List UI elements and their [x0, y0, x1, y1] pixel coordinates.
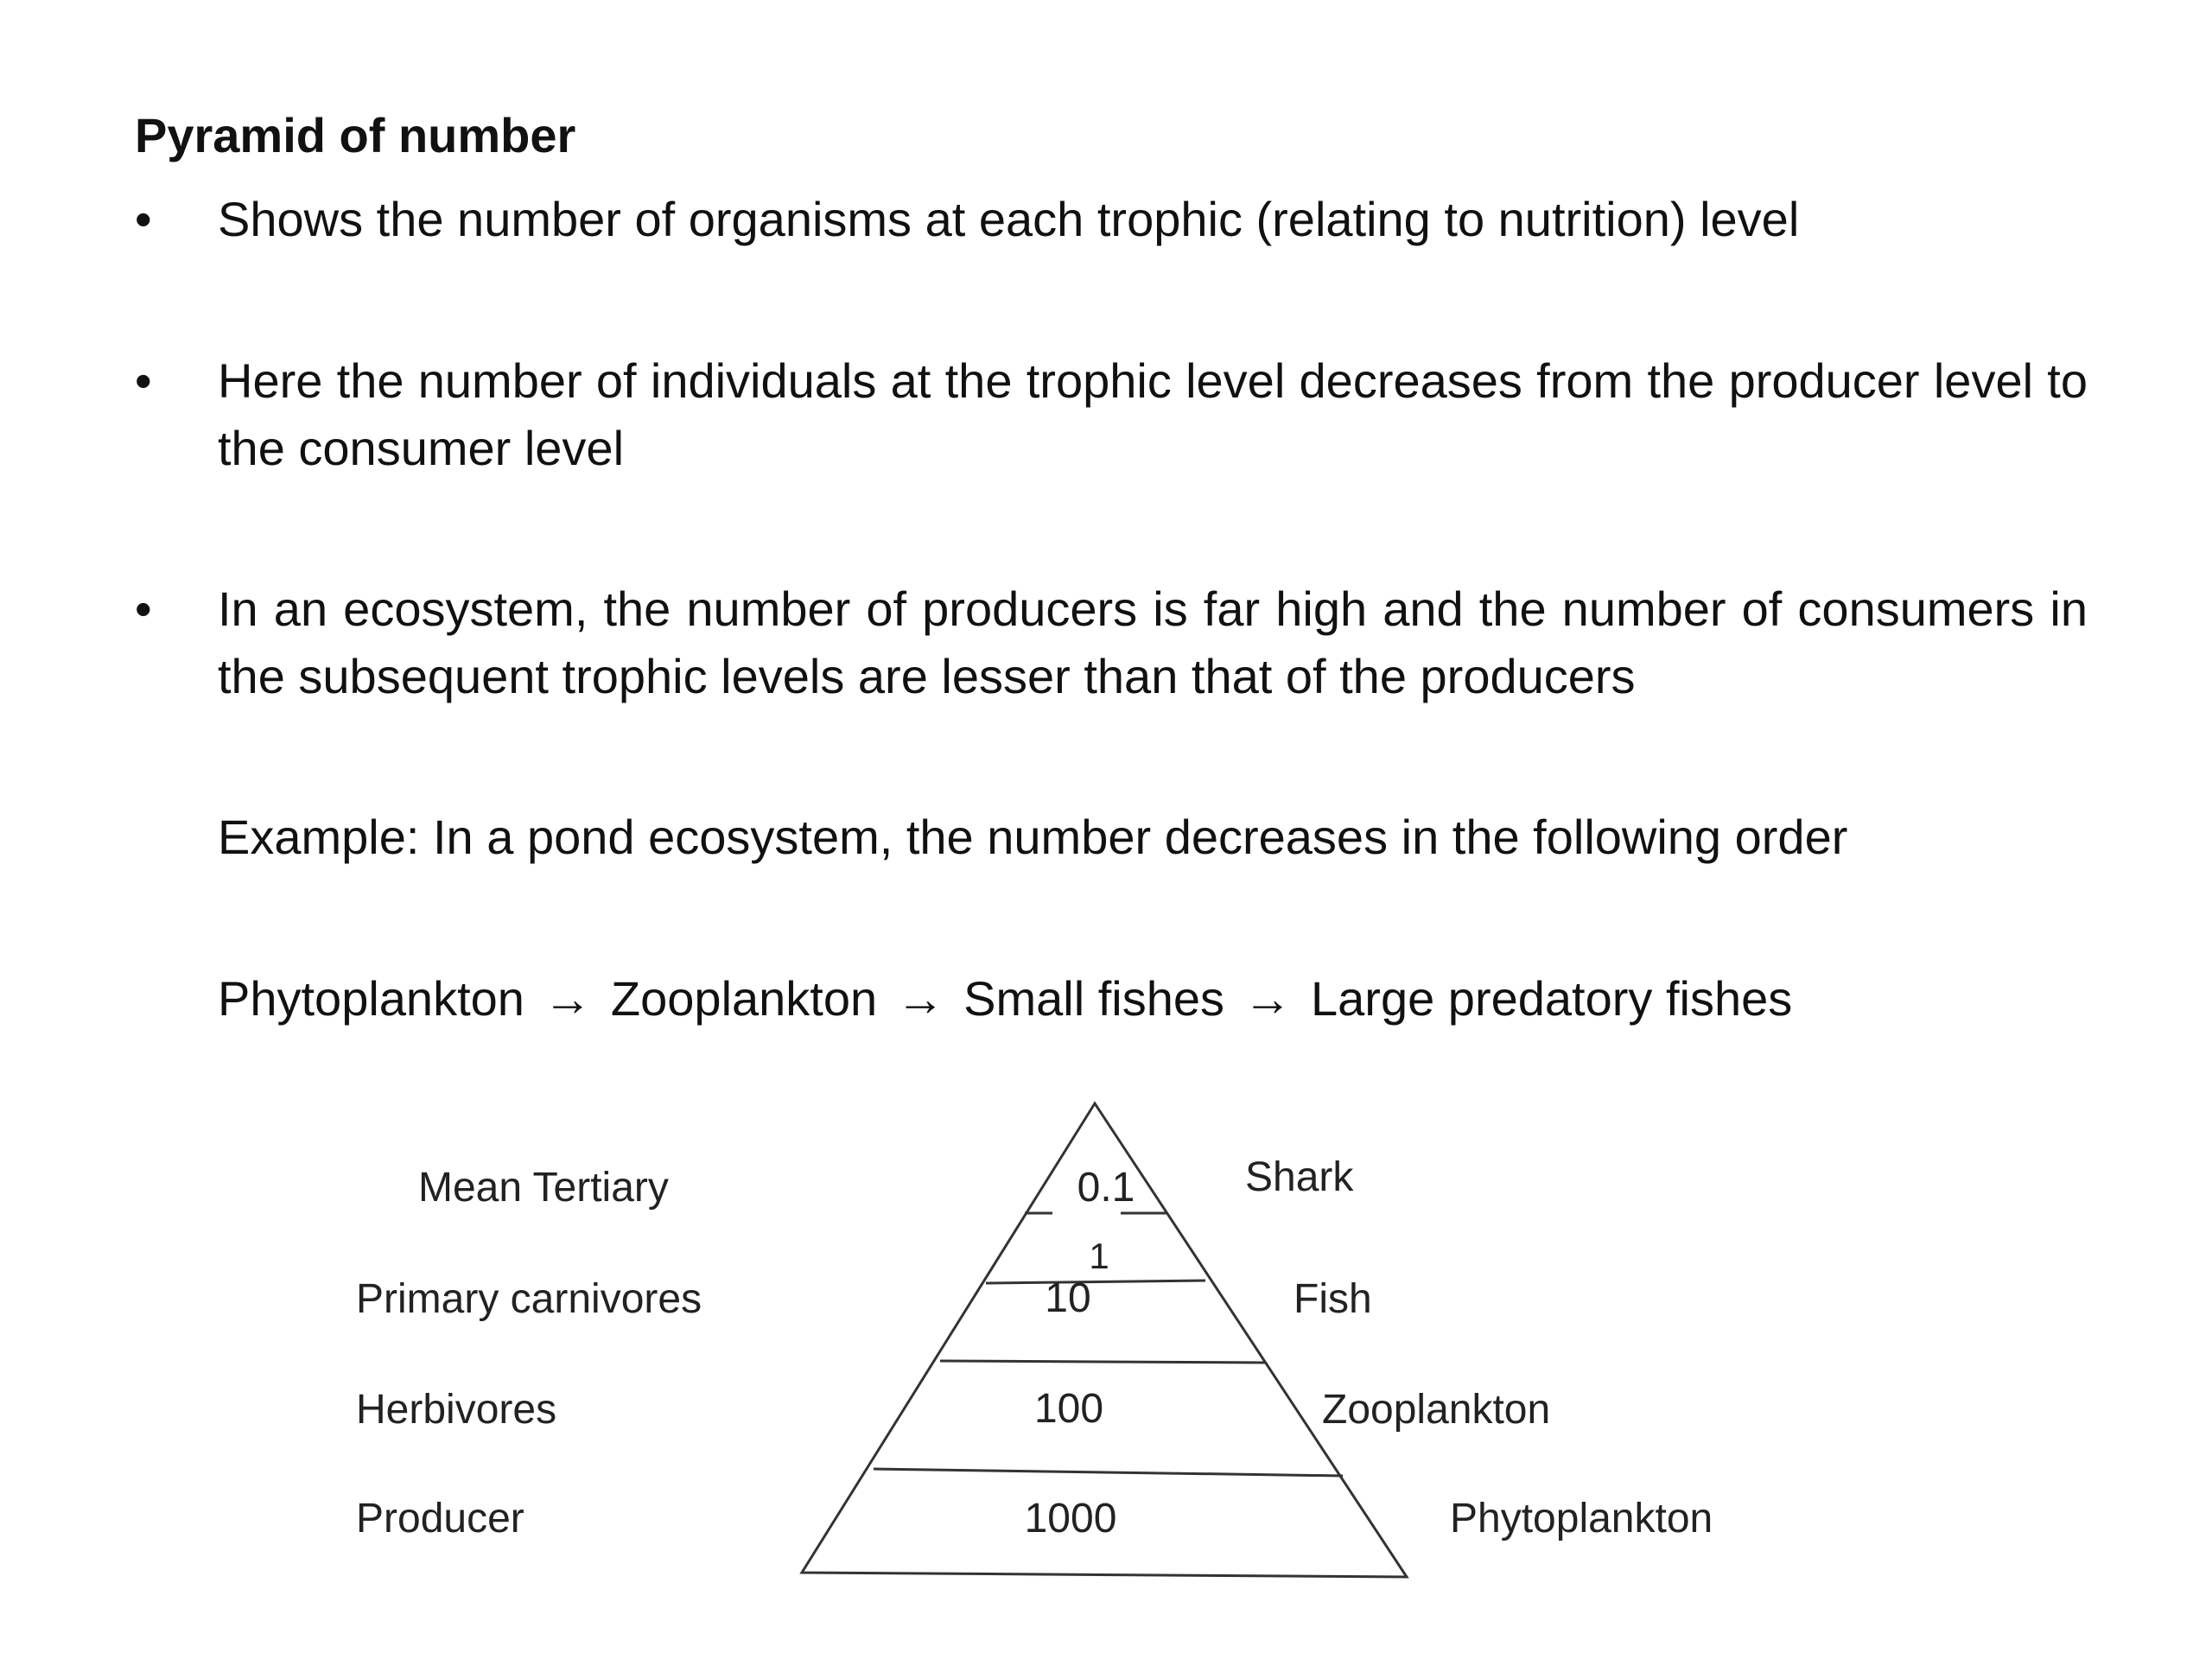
organism-label: Zooplankton [1322, 1387, 1551, 1433]
chain-item-small-fishes: Small fishes [963, 971, 1225, 1026]
pyramid-divider [986, 1281, 1205, 1283]
chain-item-phytoplankton: Phytoplankton [218, 971, 524, 1026]
bullet-dot: • [135, 192, 152, 246]
organism-label: Phytoplankton [1450, 1496, 1713, 1541]
organism-label: Fish [1294, 1276, 1372, 1322]
level-label: Producer [356, 1496, 524, 1541]
pyramid-value: 1 [1089, 1236, 1109, 1276]
organism-label: Shark [1245, 1154, 1354, 1200]
bullet-text: Here the number of individuals at the trophic level decreases from the producer level to the consumer level [218, 353, 2088, 475]
chain-item-zooplankton: Zooplankton [610, 971, 878, 1026]
pyramid-value: 0.1 [1077, 1165, 1135, 1211]
bullet-text: In an ecosystem, the number of producers is far high and the number of consumers in the subsequent trophic levels are lesser than that of the producers [218, 582, 2088, 703]
level-label: Herbivores [356, 1387, 557, 1433]
pyramid-value: 1000 [1024, 1496, 1117, 1541]
level-label: Primary carnivores [356, 1276, 702, 1322]
bullet-dot: • [135, 353, 152, 408]
slide-title: Pyramid of number [135, 108, 576, 162]
arrow-right-icon: → [896, 971, 945, 1026]
bullet-dot: • [135, 582, 152, 636]
arrow-right-icon: → [543, 971, 592, 1026]
pyramid-divider [940, 1361, 1265, 1363]
pyramid-divider [874, 1469, 1343, 1476]
level-label: Mean Tertiary [418, 1165, 669, 1211]
pyramid-value: 100 [1033, 1386, 1104, 1432]
chain-item-large-predatory-fishes: Large predatory fishes [1311, 971, 1793, 1026]
arrow-right-icon: → [1243, 971, 1293, 1026]
bullet-text: Shows the number of organisms at each trophic (relating to nutrition) level [218, 192, 1800, 246]
example-text: Example: In a pond ecosystem, the number decreases in the following order [218, 810, 1848, 864]
pyramid-value: 10 [1045, 1275, 1091, 1321]
